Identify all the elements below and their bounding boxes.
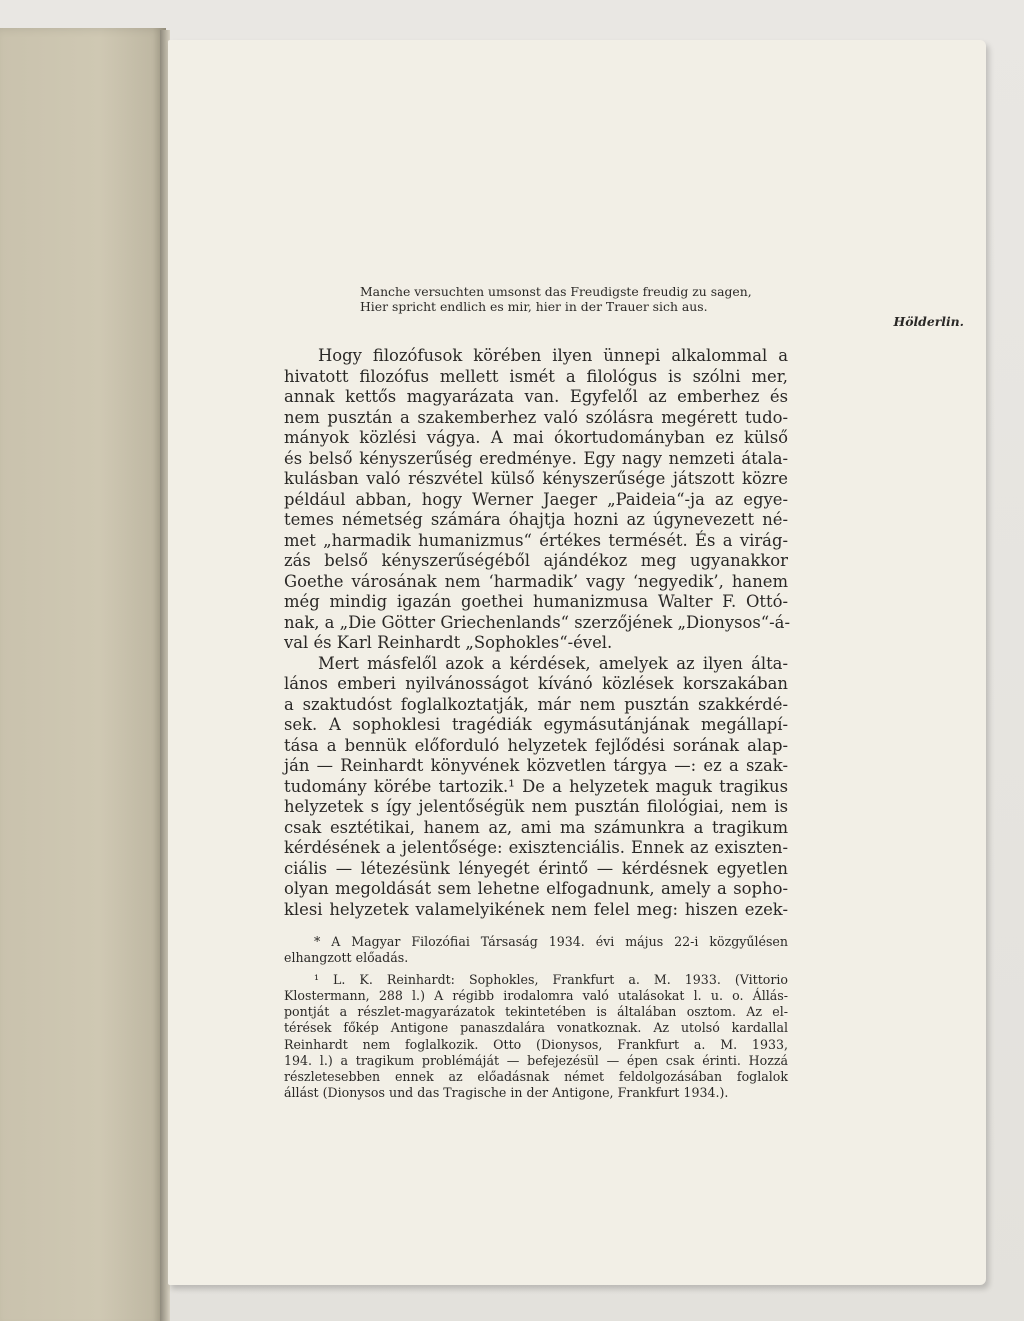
body-line: és belső kényszerűség eredménye. Egy nagy nemzeti átala- (284, 448, 788, 468)
epigraph-author: Hölderlin. (893, 314, 964, 329)
body-line: tása a bennük előforduló helyzetek fejlődési sorának alap- (284, 735, 788, 755)
footnote-1-line: állást (Dionysos und das Tragische in der Antigone, Frankfurt 1934.). (284, 1084, 729, 1100)
body-line: nak, a „Die Götter Griechenlands“ szerzőjének „Dionysos“-á- (284, 612, 790, 632)
epigraph (360, 284, 964, 329)
body-line: még mindig igazán goethei humanizmusa Walter F. Ottó- (284, 592, 788, 611)
epigraph-line: Manche versuchten umsonst das Freudigste freudig zu sagen, (360, 284, 752, 299)
body-line: val és Karl Reinhardt „Sophokles“-ével. (284, 633, 613, 652)
printed-page (168, 40, 986, 1285)
body-line: ciális — létezésünk lényegét érintő — kérdésnek egyetlen (284, 858, 788, 878)
body-line: lános emberi nyilvánosságot kívánó közlések korszakában (284, 674, 788, 693)
body-line: hivatott filozófus mellett ismét a filológus is szólni mer, (284, 366, 788, 386)
body-line: kérdésének a jelentősége: exisztenciális. Ennek az exiszten- (284, 838, 788, 857)
epigraph-line: Hier spricht endlich es mir, hier in der Trauer sich aus. (360, 299, 708, 314)
footnote-1-line: térések főkép Antigone panaszdalára vonatkoznak. Az utolsó kardallal (284, 1020, 788, 1036)
footnotes (284, 934, 788, 1101)
footnote-1-line: pontját a részlet-magyarázatok tekintetében is általában osztom. Az el- (284, 1004, 788, 1020)
footnote-1-line: Klostermann, 288 l.) A régibb irodalomra való utalásokat l. u. o. Állás- (284, 988, 788, 1004)
body-line: sek. A sophoklesi tragédiák egymásutánjának megállapí- (284, 715, 788, 734)
body-line: olyan megoldását sem lehetne elfogadnunk, amely a sopho- (284, 879, 788, 898)
left-page-edge (0, 28, 166, 1321)
body-line: csak esztétikai, hanem az, ami ma számunkra a tragikum (284, 817, 788, 837)
body-line: például abban, hogy Werner Jaeger „Paideia“-ja az egye- (284, 489, 788, 509)
body-line: temes németség számára óhajtja hozni az úgynevezett né- (284, 510, 788, 529)
body-line: nem pusztán a szakemberhez való szólásra megérett tudo- (284, 407, 788, 427)
body-line: Mert másfelől azok a kérdések, amelyek az ilyen álta- (318, 653, 788, 673)
footnote-1-line: ¹ L. K. Reinhardt: Sophokles, Frankfurt a. M. 1933. (Vittorio (314, 972, 788, 988)
body-line: Goethe városának nem ‘harmadik’ vagy ‘negyedik’, hanem (284, 571, 788, 591)
footnote-1-line: részletesebben ennek az előadásnak német feldolgozásában foglalok (284, 1068, 788, 1084)
body-line: Hogy filozófusok körében ilyen ünnepi alkalommal a (318, 346, 788, 365)
footnote-star-line: * A Magyar Filozófiai Társaság 1934. évi május 22-i közgyűlésen (314, 934, 788, 949)
body-text (284, 346, 788, 920)
footnote-1-line: Reinhardt nem foglalkozik. Otto (Dionysos, Frankfurt a. M. 1933, (284, 1036, 788, 1052)
body-line: a szaktudóst foglalkoztatják, már nem pusztán szakkérdé- (284, 694, 788, 714)
body-line: mányok közlési vágya. A mai ókortudományban ez külső (284, 428, 788, 447)
body-line: klesi helyzetek valamelyikének nem felel meg: hiszen ezek- (284, 899, 788, 919)
body-line: helyzetek s így jelentőségük nem pusztán filológiai, nem is (284, 797, 788, 816)
body-line: kulásban való részvétel külső kényszerűsége játszott közre (284, 469, 788, 488)
body-line: tudomány körébe tartozik.¹ De a helyzetek maguk tragikus (284, 776, 788, 796)
body-line: met „harmadik humanizmus“ értékes termését. És a virág- (284, 530, 788, 550)
footnote-star-line: elhangzott előadás. (284, 950, 409, 966)
body-line: ján — Reinhardt könyvének közvetlen tárgya —: ez a szak- (284, 756, 788, 775)
footnote-1-line: 194. l.) a tragikum problémáját — befejezésül — épen csak érinti. Hozzá (284, 1052, 788, 1068)
body-line: annak kettős magyarázata van. Egyfelől az emberhez és (284, 387, 788, 406)
body-line: zás belső kényszerűségéből ajándékoz meg ugyanakkor (284, 551, 788, 570)
